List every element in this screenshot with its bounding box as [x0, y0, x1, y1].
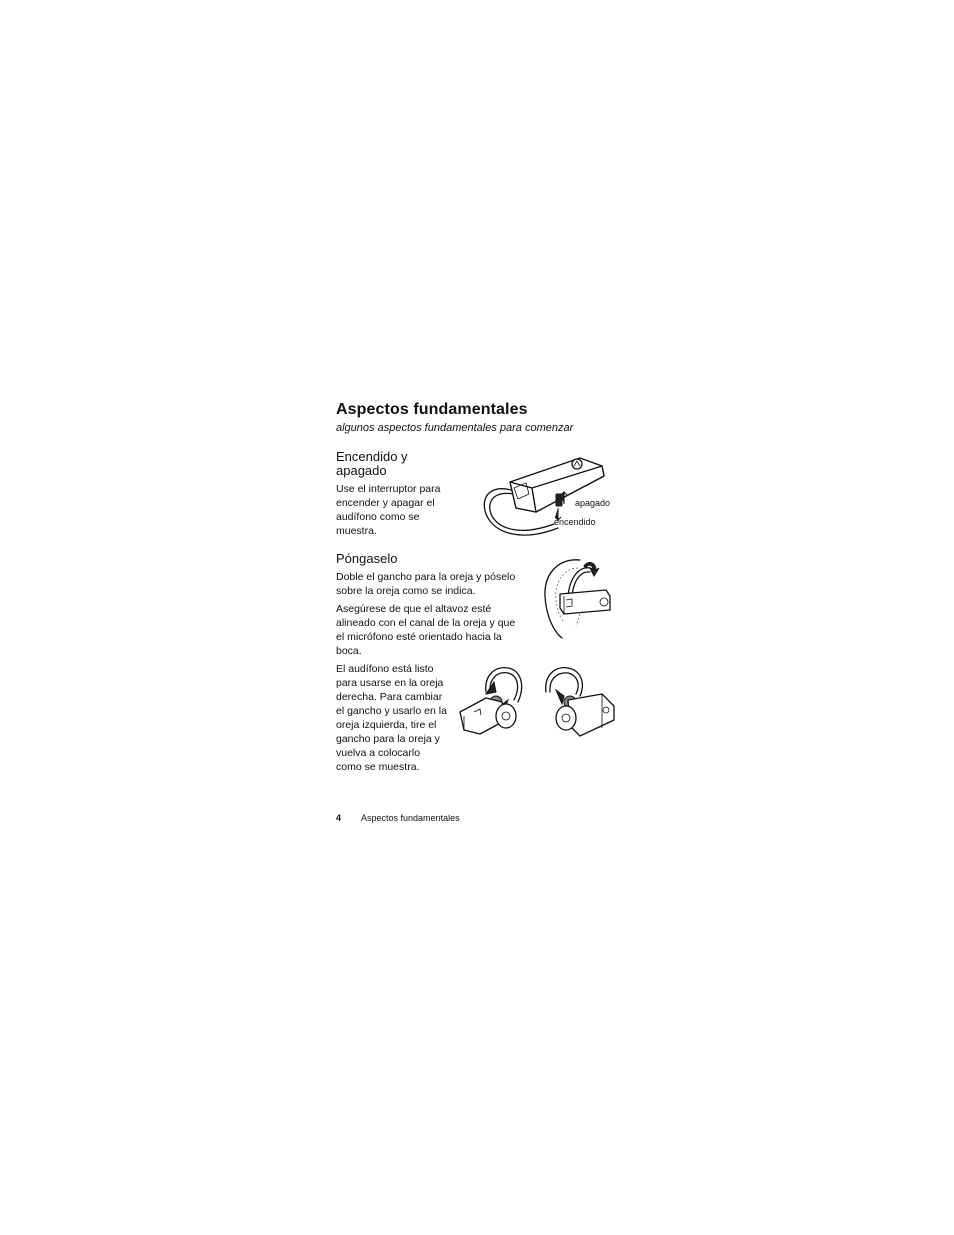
- switch-label-off: apagado: [575, 498, 611, 508]
- hook-swap-illustration-1: [456, 662, 534, 740]
- heading-power: Encendido y apagado: [336, 449, 408, 478]
- wear-paragraph-1: Doble el gancho para la oreja y póselo sobre la oreja como se indica.: [336, 571, 516, 597]
- page-subtitle: algunos aspectos fundamentales para comenzar: [336, 422, 574, 434]
- page-title: Aspectos fundamentales: [336, 401, 528, 418]
- hook-swap-illustration-2: [540, 662, 618, 740]
- ear-wearing-illustration: [540, 556, 616, 642]
- power-instructions: Use el interruptor para encender y apagar el audífono como se muestra.: [336, 483, 441, 537]
- wear-paragraph-2: Asegúrese de que el altavoz esté alineado con el canal de la oreja y que el micrófono esté orientado hacia la boca.: [336, 603, 516, 657]
- heading-wear: Póngaselo: [336, 551, 398, 566]
- page-footer: [336, 813, 460, 823]
- switch-label-on: encendido: [554, 517, 596, 527]
- page-number: 4: [336, 813, 342, 823]
- wear-paragraph-3: El audífono está listo para usarse en la oreja derecha. Para cambiar el gancho y usarlo en la oreja izquierda, tire el gancho para la oreja y vuelva a colocarlo como se muestra.: [336, 663, 447, 773]
- footer-section-name: Aspectos fundamentales: [361, 813, 460, 823]
